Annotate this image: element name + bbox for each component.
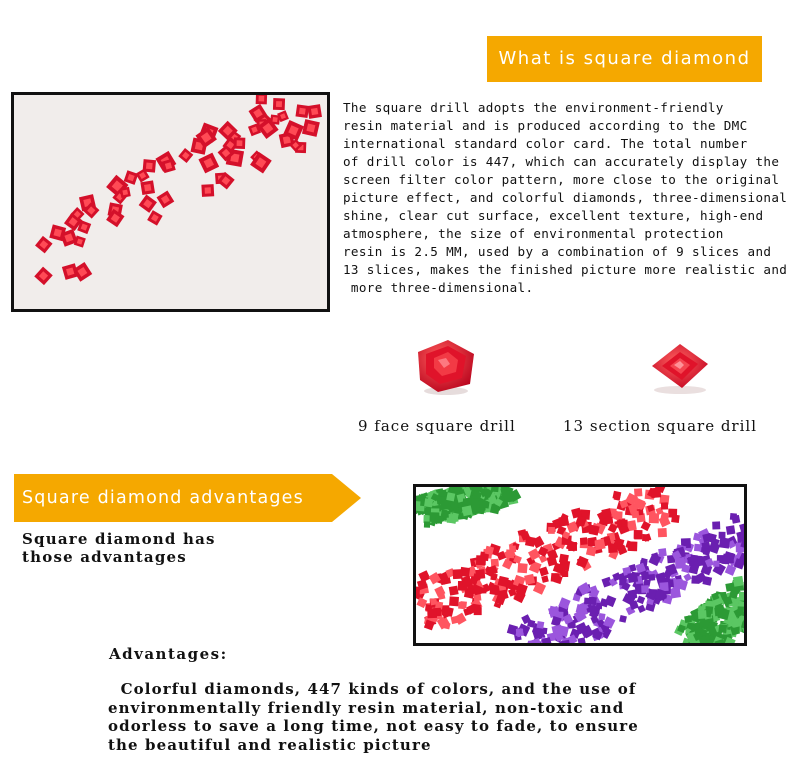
nine-face-drill-caption: 9 face square drill [358,417,516,435]
drill-rows-image [416,487,744,643]
advantages-banner-label: Square diamond advantages [22,488,304,508]
red-drills-photo [11,92,330,312]
colored-drill-rows-photo [413,484,747,646]
advantages-heading: Advantages: [109,645,228,663]
thirteen-section-drill-icon [644,336,714,396]
scattered-red-drills-image [14,95,327,309]
intro-paragraph: The square drill adopts the environment-friendly resin material and is produced according to the DMC international standard color card. The total number of drill color is 447, which can accurately display the screen filter color pattern, more close to the original picture effect, and colorful diamonds, three-dimensional shine, clear cut surface, excellent texture, high-end atmosphere, the size of environmental protection resin is 2.5 MM, used by a combination of 9 slices and 13 slices, makes the finished picture more realistic and more three-dimensional. [343,100,788,295]
nine-face-drill-icon [412,328,478,398]
section-title: What is square diamond [498,48,751,69]
advantages-body: Colorful diamonds, 447 kinds of colors, and the use of environmentally friendly resin material, non-toxic and odorless to save a long time, not easy to fade, to ensure the beautiful and realistic picture [108,680,639,754]
section-title-banner [487,36,762,82]
advantages-subtitle: Square diamond has those advantages [22,530,216,566]
thirteen-section-drill-caption: 13 section square drill [563,417,757,435]
